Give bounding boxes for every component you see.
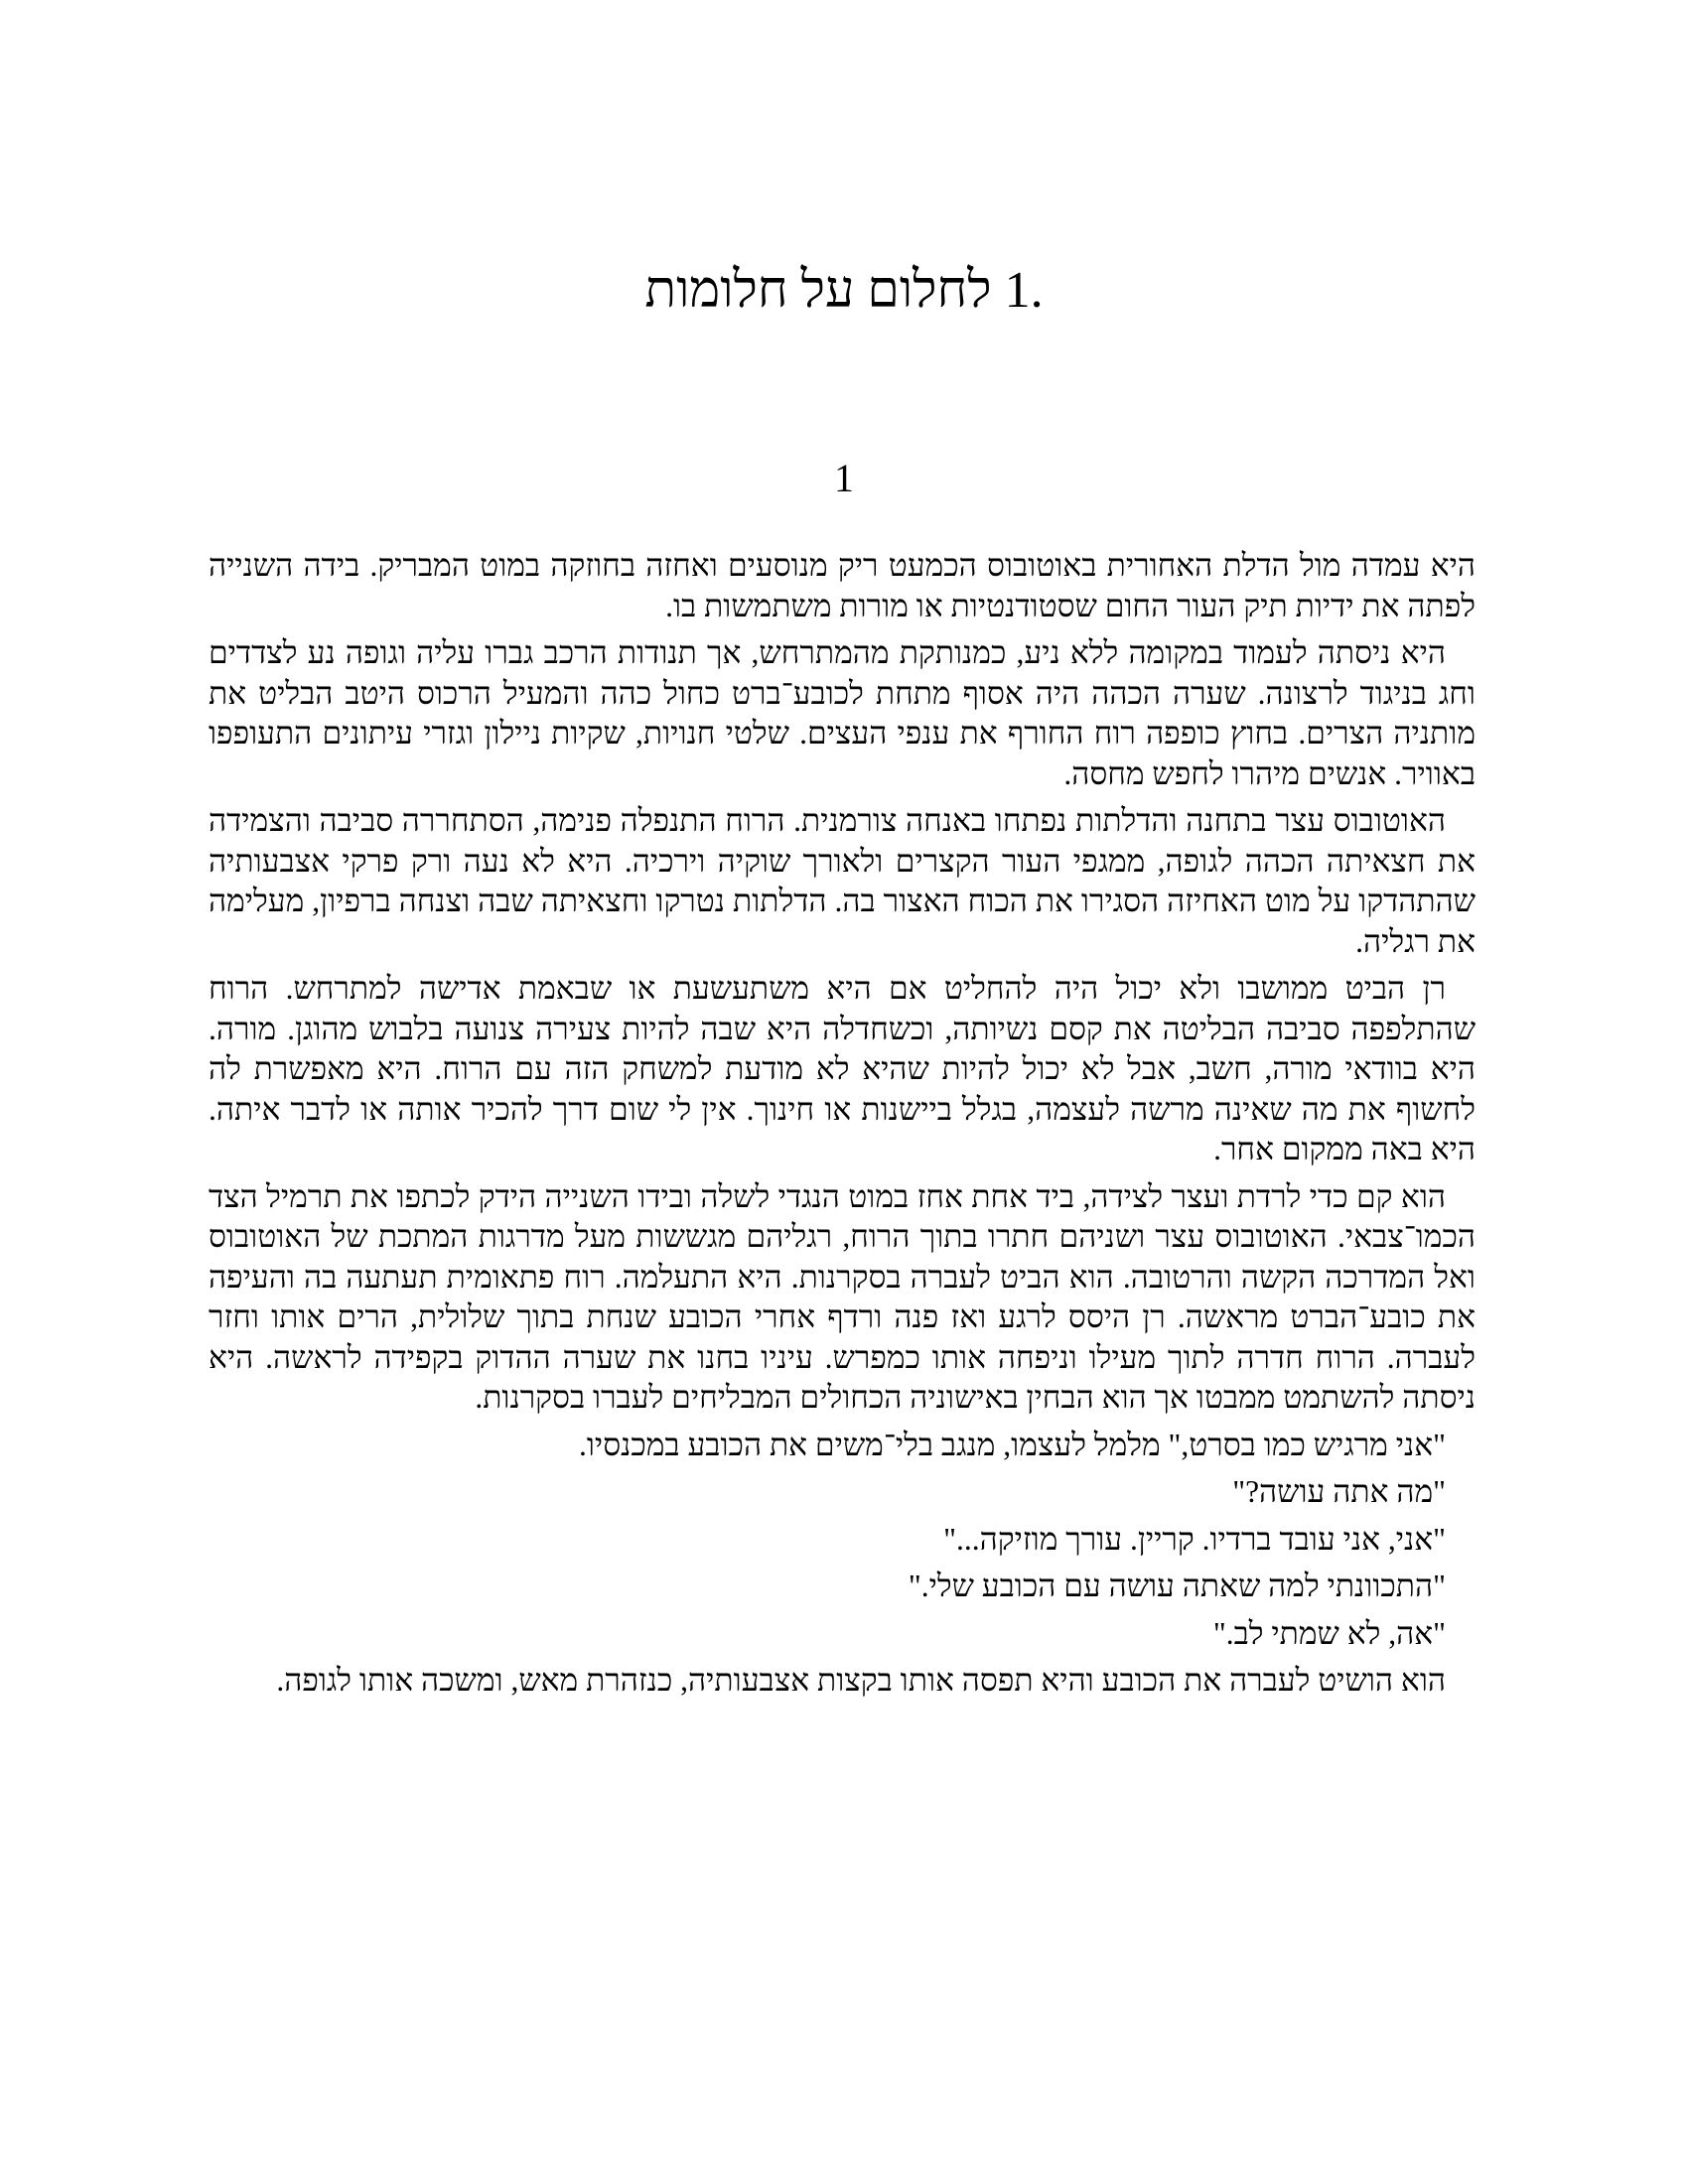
section-number: 1 [834,456,854,500]
closing-paragraph: הוא הושיט לעברה את הכובע והיא תפסה אותו בקצות אצבעותיה, כנזהרת מאש, ומשכה אותו לגופה. [276,1663,1446,1698]
paragraph: היא ניסתה לעמוד במקומה ללא ניע, כמנותקת מהמתרחש, אך תנודות הרכב גברו עליה וגופה נע לצדדים וחג בניגוד לרצונה. שערה הכהה היה אסוף מתחת לכובע־ברט כחול כהה והמעיל הרכוס היטב הבליט את מותניה הצרים. בחוץ כופפה רוח החורף את ענפי העצים. שלטי חנויות, שקיות ניילון וגזרי עיתונים התעופפו באוויר. אנשים מיהרו לחפש מחסה. [209,635,1476,791]
paragraph: האוטובוס עצר בתחנה והדלתות נפתחו באנחה צורמנית. הרוח התנפלה פנימה, הסתחררה סביבה והצמידה את חצאיתה הכהה לגופה, ממגפי העור הקצרים ולאורך שוקיה וירכיה. היא לא נעה ורק פרקי אצבעותיה שהתהדקו על מוט האחיזה הסגירו את הכוח האצור בה. הדלתות נטרקו וחצאיתה שבה וצנחה ברפיון, מעלימה את רגליה. [209,803,1476,959]
dialogue-line: "מה אתה עושה?" [1232,1474,1446,1509]
paragraph: הוא קם כדי לרדת ועצר לצידה, ביד אחת אחז במוט הנגדי לשלה ובידו השנייה הידק לכתפו את תרמיל הצד הכמו־צבאי. האוטובוס עצר ושניהם חתרו בתוך הרוח, רגליהם מגששות מעל מדרגות המתכת של האוטובוס ואל המדרכה הקשה והרטובה. הוא הביט לעברה בסקרנות. היא התעלמה. רוח פתאומית תעתעה בה והעיפה את כובע־הברט מראשה. רן היסס לרגע ואז פנה ורדף אחרי הכובע שנחת בתוך שלולית, הרים אותו וחזר לעברה. הרוח חדרה לתוך מעילו וניפחה אותו כמפרש. עיניו בחנו את שערה ההדוק בקפידה לראשה. היא ניסתה להשתמט ממבטו אך הוא הבחין באישוניה הכחולים המבליחים לעברו בסקרנות. [209,1178,1476,1415]
body-text [209,546,1476,1708]
dialogue-line: "אה, לא שמתי לב." [1212,1615,1446,1651]
chapter-title [0,260,1688,322]
dialogue-line: "אני, אני עובד ברדיו. קריין. עורך מוזיקה..." [943,1521,1446,1557]
dialogue-line: "התכוונתי למה שאתה עושה עם הכובע שלי." [908,1569,1446,1603]
paragraph: היא עמדה מול הדלת האחורית באוטובוס הכמעט ריק מנוסעים ואחזה בחוזקה במוט המבריק. בידה השנייה לפתה את ידיות תיק העור החום שסטודנטיות או מורות משתמשות בו. [209,548,1476,623]
chapter-number: 1. [1004,262,1044,319]
chapter-title-text: לחלום על חלומות [644,262,992,319]
dialogue-line: "אני מרגיש כמו בסרט," מלמל לעצמו, מנגב בלי־משים את הכובע במכנסיו. [579,1427,1446,1462]
paragraph: רן הביט ממושבו ולא יכול היה להחליט אם היא משתעשעת או שבאמת אדישה למתרחש. הרוח שהתלפפה סביבה הבליטה את קסם נשיותה, וכשחדלה היא שבה להיות צעירה צנועה בלבוש מהוגן. מורה. היא בוודאי מורה, חשב, אבל לא יכול להיות שהיא לא מודעת למשחק הזה עם הרוח. היא מאפשרת לה לחשוף את מה שאינה מרשה לעצמה, בגלל ביישנות או חינוך. אין לי שום דרך להכיר אותה או לדבר איתה. היא באה ממקום אחר. [209,971,1476,1166]
